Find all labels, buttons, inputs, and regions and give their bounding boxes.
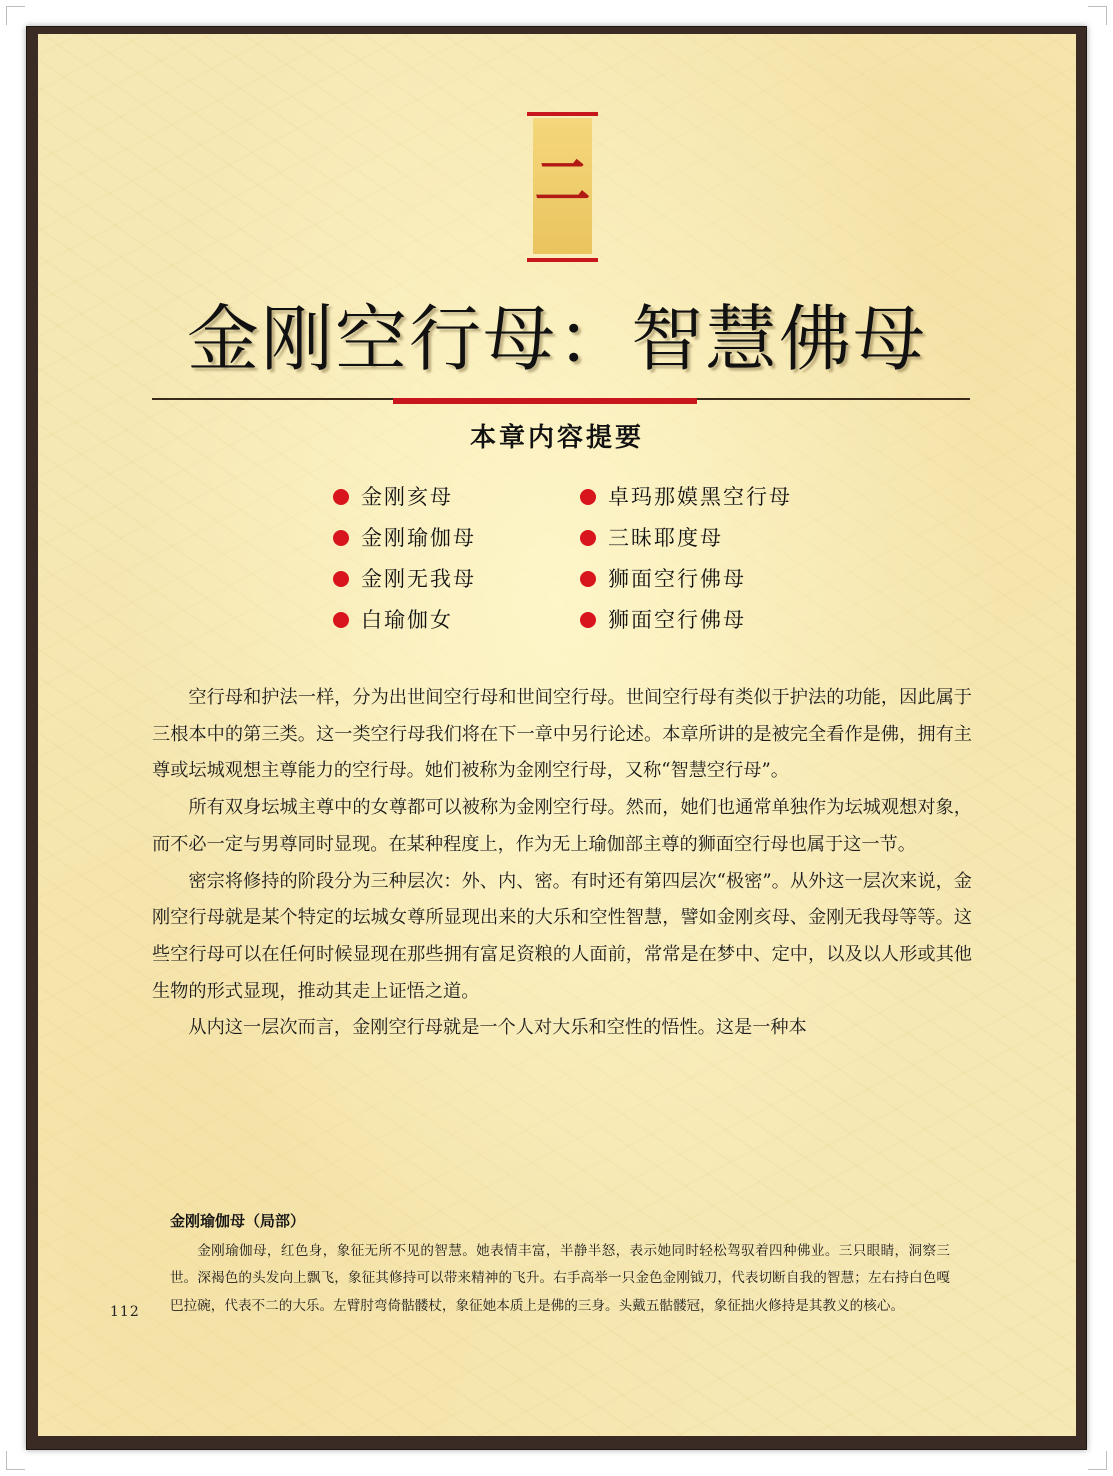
caption-text-block <box>170 1238 950 1320</box>
body-text <box>152 680 972 1047</box>
bullet-dot-icon <box>333 489 349 505</box>
body-paragraph: 空行母和护法一样，分为出世间空行母和世间空行母。世间空行母有类似于护法的功能，因此属于三根本中的第三类。这一类空行母我们将在下一章中另行论述。本章所讲的是被完全看作是佛，拥有主尊或坛城观想主尊能力的空行母。她们被称为金刚空行母，又称“智慧空行母”。 <box>152 687 972 782</box>
summary-item-label: 金刚无我母 <box>361 567 476 591</box>
summary-heading: 本章内容提要 <box>469 423 644 453</box>
bullet-dot-icon <box>580 489 596 505</box>
chapter-marker-bottom-rule <box>527 258 598 262</box>
page-number: 112 <box>110 1304 140 1320</box>
bullet-dot-icon <box>580 571 596 587</box>
chapter-title: 金刚空行母：智慧佛母 <box>186 300 927 380</box>
body-paragraph: 所有双身坛城主尊中的女尊都可以被称为金刚空行母。然而，她们也通常单独作为坛城观想对象，而不必一定与男尊同时显现。在某种程度上，作为无上瑜伽部主尊的狮面空行母也属于这一节。 <box>152 797 972 855</box>
corner-mark-bottom-right <box>1088 1451 1107 1470</box>
summary-item-label: 三昧耶度母 <box>608 526 723 550</box>
body-paragraph: 从内这一层次而言，金刚空行母就是一个人对大乐和空性的悟性。这是一种本 <box>188 1017 807 1039</box>
corner-mark-top-left <box>6 6 25 25</box>
corner-mark-top-right <box>1088 6 1107 25</box>
bullet-dot-icon <box>333 612 349 628</box>
caption-text: 金刚瑜伽母，红色身，象征无所不见的智慧。她表情丰富，半静半怒，表示她同时轻松驾驭着四种佛业。三只眼睛，洞察三世。深褐色的头发向上飘飞，象征其修持可以带来精神的飞升。右手高举一只金色金刚钺刀，代表切断自我的智慧；左右持白色嘎巴拉碗，代表不二的大乐。左臂肘弯倚骷髅杖，象征她本质上是佛的三身。头戴五骷髅冠，象征拙火修持是其教义的核心。 <box>170 1243 950 1314</box>
chapter-marker-top-rule <box>527 112 598 116</box>
corner-mark-bottom-left <box>6 1451 25 1470</box>
body-paragraph: 密宗将修持的阶段分为三种层次：外、内、密。有时还有第四层次“极密”。从外这一层次来说，金刚空行母就是某个特定的坛城女尊所显现出来的大乐和空性智慧，譬如金刚亥母、金刚无我母等等。这些空行母可以在任何时候显现在那些拥有富足资粮的人面前，常常是在梦中、定中，以及以人形或其他生物的形式显现，推动其走上证悟之道。 <box>152 870 972 1002</box>
summary-item-label: 卓玛那嫫黑空行母 <box>608 485 792 509</box>
caption-title: 金刚瑜伽母（局部） <box>170 1212 306 1230</box>
summary-item-label: 金刚瑜伽母 <box>361 526 476 550</box>
bullet-dot-icon <box>333 571 349 587</box>
chapter-number: 二 <box>534 149 591 215</box>
title-underline-accent <box>393 398 697 404</box>
summary-item-label: 狮面空行佛母 <box>608 567 746 591</box>
bullet-dot-icon <box>333 530 349 546</box>
bullet-dot-icon <box>580 530 596 546</box>
book-page <box>38 34 1076 1436</box>
summary-item-label: 金刚亥母 <box>361 485 453 509</box>
bullet-dot-icon <box>580 612 596 628</box>
summary-item-label: 白瑜伽女 <box>361 608 453 632</box>
summary-item-label: 狮面空行佛母 <box>608 608 746 632</box>
